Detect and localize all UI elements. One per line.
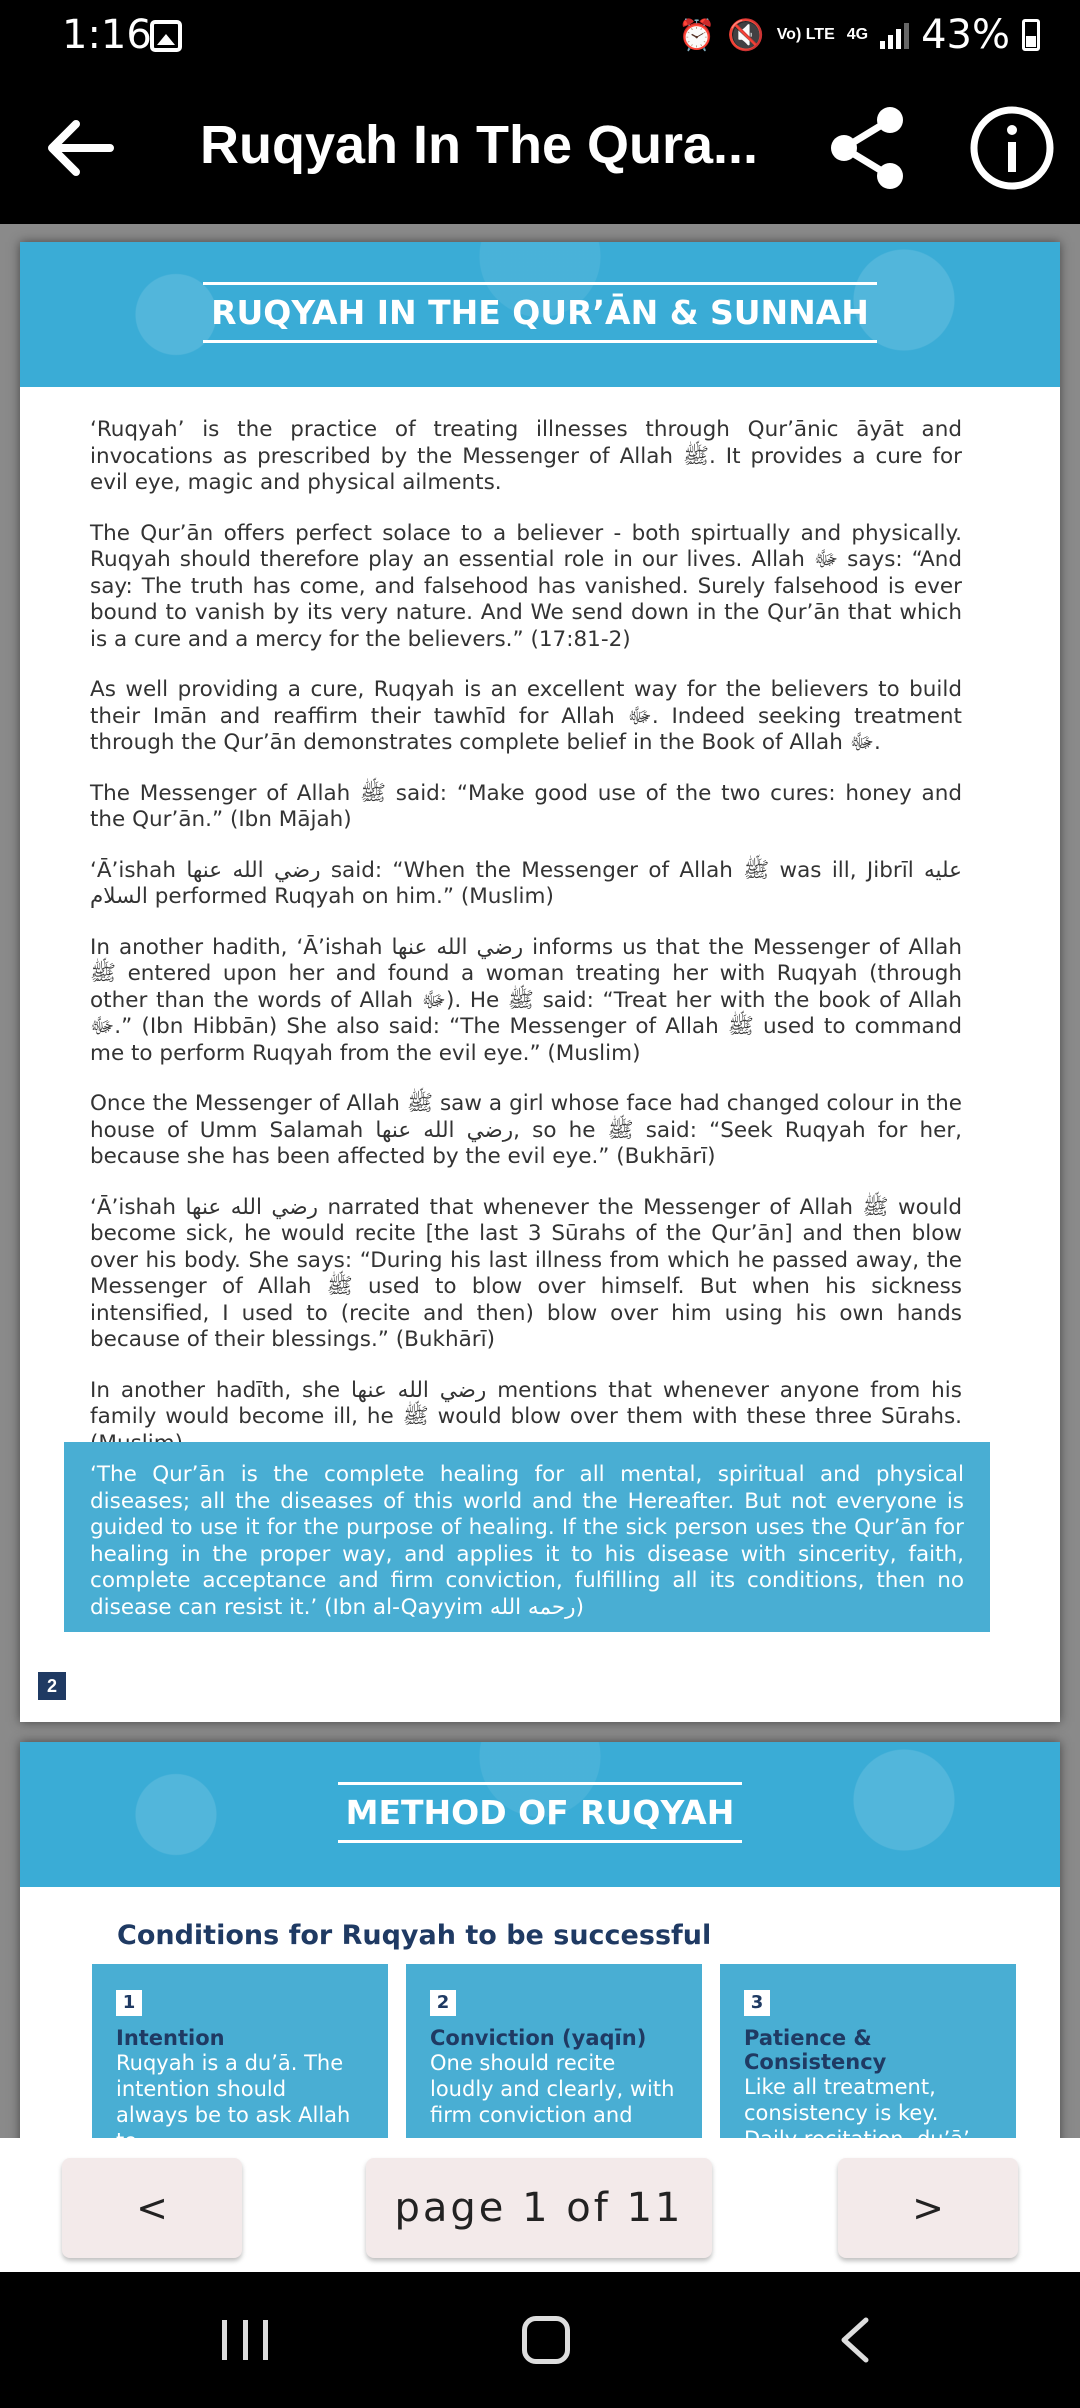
paragraph: In another hadīth, she رضي الله عنها mentions that whenever anyone from his family would become ill, he ﷺ would blow over them with these three Sūrahs.: [90, 1377, 962, 1429]
condition-card: [720, 1964, 1016, 2164]
arrow-left-icon: [40, 108, 120, 188]
condition-number: 1: [116, 1990, 142, 2016]
info-icon: [966, 102, 1058, 194]
quote-box: ‘The Qur’ān is the complete healing for all mental, spiritual and physical diseases; all the diseases of this world and the Hereafter. But not everyone is guided to use it for the purpose of healing. If the sick person uses the Qur’ān for healing in the proper way, and applies it to his disease with sincerity, faith, complete acceptance and firm conviction, fulfilling all its conditions, then no disease can resist it.’ (Ibn al-Qayyim رحمه الله): [64, 1442, 990, 1632]
previous-page-button[interactable]: <: [62, 2158, 242, 2258]
network-type-indicator: 4G: [846, 26, 869, 43]
condition-number: 2: [430, 1990, 456, 2016]
app-bar: [0, 72, 1080, 224]
paragraph: ‘Ruqyah’ is the practice of treating illnesses through Qur’ānic āyāt and invocations as prescribed by the Messenger of Allah ﷺ. It provides a cure for evil eye, magic and physical ailments.: [90, 417, 962, 495]
pdf-viewer[interactable]: [0, 224, 1080, 2138]
banner-title: RUQYAH IN THE QUR’ĀN & SUNNAH: [203, 282, 877, 343]
signal-icon: [880, 21, 909, 49]
share-icon: [822, 102, 914, 194]
info-button[interactable]: [966, 102, 1058, 194]
paragraph: The Qur’ān offers perfect solace to a believer - both spirtually and physically. Ruqyah should therefore play an essential role in our lives. Allah ﷻ says: “And say: The truth has come, and falsehood has vanished. Surely falsehood is ever bound to vanish by its very nature. And We send down in the Qur’ān that which is a cure and a mercy for the believers.” (17:81-2): [90, 520, 963, 652]
system-navigation-bar: [0, 2272, 1080, 2408]
alarm-icon: ⏰: [677, 17, 716, 53]
page-number-badge: 2: [38, 1672, 66, 1700]
banner-title: METHOD OF RUQYAH: [338, 1782, 743, 1843]
app-title: Ruqyah In The Qura...: [200, 115, 759, 175]
paragraph: In another hadith, ‘Ā’ishah رضي الله عنها informs us that the Messenger of Allah ﷺ entered upon her and found a woman treating her with Ruqyah (through other than the words of Allah ﷻ). He ﷺ said: “Treat her with the book of Allah ﷻ.” (Ibn Hibbān) She also said: “The Messenger of Allah ﷺ used to command me to perform Ruqyah from the evil eye.” (Muslim): [90, 934, 962, 1066]
back-button[interactable]: [40, 108, 120, 188]
status-bar: [0, 0, 1080, 72]
body-text: [90, 417, 962, 1481]
home-icon[interactable]: [522, 2316, 570, 2364]
paragraph: As well providing a cure, Ruqyah is an excellent way for the believers to build their Imān and reaffirm their tawhīd for Allah ﷻ. Indeed seeking treatment through the Qur’ān demonstrates complete belief in the Book of Allah ﷻ.: [90, 677, 962, 755]
conditions-heading: Conditions for Ruqyah to be successful: [117, 1920, 712, 1951]
condition-card: [92, 1964, 388, 2164]
page-indicator-button[interactable]: page 1 of 11: [366, 2158, 712, 2258]
condition-title: Conviction (yaqīn): [430, 2026, 647, 2050]
page-banner: [20, 1742, 1060, 1887]
condition-text: Like all treatment, consistency is key.: [744, 2075, 939, 2125]
condition-title: Patience & Consistency: [744, 2026, 887, 2074]
paragraph: ‘Ā’ishah رضي الله عنها said: “When the Messenger of Allah ﷺ was ill, Jibrīl عليه السلام performed Ruqyah on him.” (Muslim): [90, 857, 962, 909]
paragraph: The Messenger of Allah ﷺ said: “Make good use of the two cures: honey and the Qur’ān.” (Ibn Mājah): [90, 780, 962, 832]
battery-percentage: 43%: [921, 12, 1010, 58]
status-icons: [678, 12, 1040, 58]
page-banner: [20, 242, 1060, 387]
condition-title: Intention: [116, 2026, 225, 2050]
volte-indicator: Vo) LTE: [776, 26, 835, 43]
condition-card: [406, 1964, 702, 2164]
condition-number: 3: [744, 1990, 770, 2016]
mute-icon: 🔇: [727, 17, 765, 53]
page-navigation: [0, 2138, 1080, 2272]
share-button[interactable]: [822, 102, 914, 194]
document-page: [20, 242, 1060, 1722]
next-page-button[interactable]: >: [838, 2158, 1018, 2258]
condition-text: One should recite loudly and clearly, with firm conviction and: [430, 2051, 675, 2127]
condition-text: Ruqyah is a du’ā. The intention should always be to ask Allah: [116, 2051, 351, 2127]
status-time: 1:16: [62, 12, 152, 58]
system-back-icon[interactable]: [830, 2314, 882, 2366]
paragraph: Once the Messenger of Allah ﷺ saw a girl whose face had changed colour in the house of Umm Salamah رضي الله عنها, so he ﷺ said: “Seek Ruqyah for her, because she has been affected by the evil eye.” (Bukhārī): [90, 1091, 962, 1169]
battery-icon: [1022, 19, 1040, 51]
recent-apps-icon[interactable]: [222, 2320, 268, 2360]
paragraph: ‘Ā’ishah رضي الله عنها narrated that whenever the Messenger of Allah ﷺ would become sick, he would recite [the last 3 Sūrahs of the Qur’ān] and then blow over his body. She says: “During his last illness from which he passed away, the Messenger of Allah ﷺ used to blow over himself. But when his sickness intensified, I used to (recite and then) blow over him using his own hands because of their blessings.” (Bukhārī): [90, 1194, 962, 1352]
gallery-notification-icon: [150, 20, 182, 52]
